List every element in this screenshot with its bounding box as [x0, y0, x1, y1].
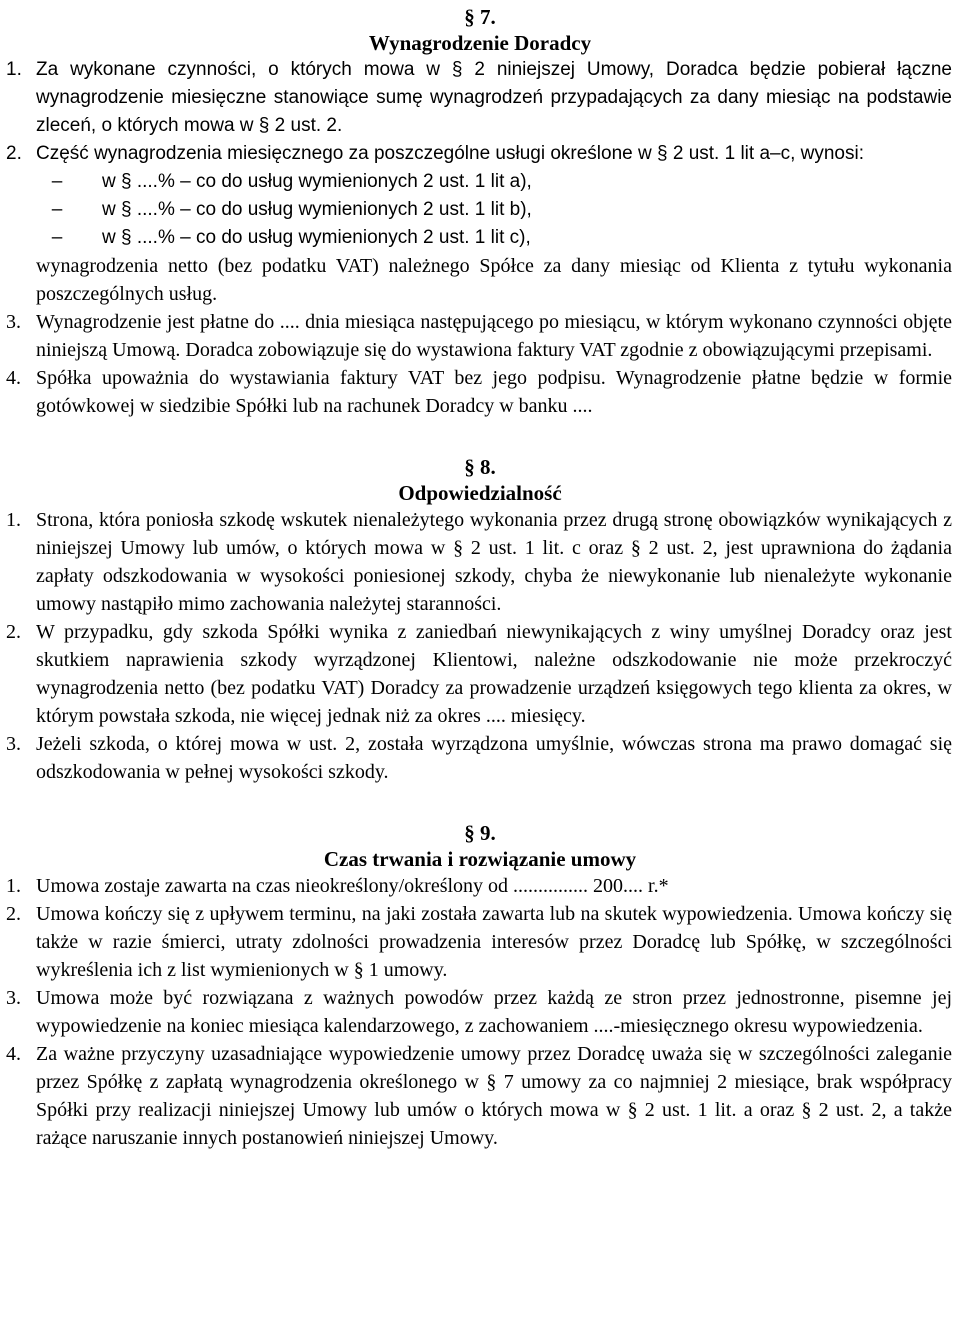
- s9-p1-text: Umowa zostaje zawarta na czas nieokreślony/określony od ............... 200.... r.*: [36, 875, 669, 897]
- section-7: [0, 0, 960, 420]
- s8-p2-number: 2.: [6, 621, 21, 643]
- s7-paragraph-4: [0, 364, 960, 420]
- s8-paragraph-1: [0, 506, 960, 618]
- s8-paragraph-2: [0, 618, 960, 730]
- section-9-title: Czas trwania i rozwiązanie umowy: [323, 847, 637, 871]
- s8-p1-text: Strona, która poniosła szkodę wskutek nienależytego wykonania przez drugą stronę obowiązków wynikających z niniejszej Umowy lub umów, o których mowa w § 2 ust. 1 lit. c oraz § 2 ust. 2, jest uprawniona do żądania zapłaty odszkodowania w wysokości poniesionej szkody, chyba że niewykonanie lub nienależyte wykonanie umowy nastąpiło mimo zachowania należytej staranności.: [36, 509, 952, 615]
- s9-p1-number: 1.: [6, 875, 21, 897]
- s7-p3-text: Wynagrodzenie jest płatne do .... dnia miesiąca następującego po miesiącu, w którym wykonano czynności objęte niniejszą Umową. Doradca zobowiązuje się do wystawiona faktury VAT zgodnie z obowiązującymi przepisami.: [36, 311, 952, 361]
- section-7-number: § 7.: [464, 5, 496, 29]
- s7-bullet-list: [0, 168, 960, 252]
- s9-p3-text: Umowa może być rozwiązana z ważnych powodów przez każdą ze stron przez jednostronne, pisemne jej wypowiedzenie na koniec miesiąca kalendarzowego, z zachowaniem ....-miesięcznego okresu wypowiedzenia.: [36, 987, 952, 1037]
- s7-p2-text: Część wynagrodzenia miesięcznego za poszczególne usługi określone w § 2 ust. 1 lit a–c, wynosi:: [36, 143, 864, 164]
- section-9: [0, 820, 960, 1152]
- s7-paragraph-1: [0, 56, 960, 140]
- s9-p3-number: 3.: [6, 987, 21, 1009]
- s8-p3-number: 3.: [6, 733, 21, 755]
- s7-p3-number: 3.: [6, 311, 21, 333]
- s7-p2-tail-text: wynagrodzenia netto (bez podatku VAT) należnego Spółce za dany miesiąc od Klienta z tytułu wykonania poszczególnych usług.: [36, 255, 952, 305]
- s9-paragraph-4: [0, 1040, 960, 1152]
- s7-p4-text: Spółka upoważnia do wystawiania faktury VAT bez jego podpisu. Wynagrodzenie płatne będzie w formie gotówkowej w siedzibie Spółki lub na rachunek Doradcy w banku ....: [36, 367, 952, 417]
- section-8-title: Odpowiedzialność: [398, 481, 562, 505]
- s7-paragraph-2-tail: [0, 252, 960, 308]
- s9-p4-text: Za ważne przyczyny uzasadniające wypowiedzenie umowy przez Doradcę uważa się w szczególności zaleganie przez Spółkę z zapłatą wynagrodzenia określonego w § 7 umowy za co najmniej 2 miesiące, brak współpracy Spółki przy realizacji niniejszej Umowy lub umów o których mowa w § 2 ust. 1 lit. a oraz § 2 ust. 2, a także rażące naruszanie innych postanowień niniejszej Umowy.: [36, 1043, 952, 1149]
- list-item: – w § ....% – co do usług wymienionych 2 ust. 1 lit b),: [51, 199, 532, 220]
- s7-p1-number: 1.: [6, 59, 22, 80]
- list-item: – w § ....% – co do usług wymienionych 2 ust. 1 lit a),: [51, 171, 532, 192]
- s9-paragraph-1: [0, 872, 960, 900]
- s8-p3-text: Jeżeli szkoda, o której mowa w ust. 2, została wyrządzona umyślnie, wówczas strona ma prawo domagać się odszkodowania w pełnej wysokości szkody.: [36, 733, 952, 783]
- s9-p2-number: 2.: [6, 903, 21, 925]
- s7-paragraph-3: [0, 308, 960, 364]
- s9-p4-number: 4.: [6, 1043, 21, 1065]
- s9-paragraph-3: [0, 984, 960, 1040]
- section-9-number: § 9.: [464, 821, 496, 845]
- s7-paragraph-2: [0, 140, 960, 168]
- list-item: – w § ....% – co do usług wymienionych 2 ust. 1 lit c),: [51, 227, 531, 248]
- s7-p4-number: 4.: [6, 367, 21, 389]
- section-7-title: Wynagrodzenie Doradcy: [368, 31, 592, 55]
- section-8-number: § 8.: [464, 455, 496, 479]
- s7-p1-text: Za wykonane czynności, o których mowa w § 2 niniejszej Umowy, Doradca będzie pobierał łączne wynagrodzenie miesięczne stanowiące sumę wynagrodzeń przypadających za dany miesiąc na podstawie zleceń, o których mowa w § 2 ust. 2.: [36, 59, 952, 136]
- s8-p2-text: W przypadku, gdy szkoda Spółki wynika z zaniedbań niewynikających z winy umyślnej Doradcy oraz jest skutkiem naprawienia szkody wyrządzonej Klientowi, należne odszkodowanie nie może przekroczyć wynagrodzenia netto (bez podatku VAT) Doradcy za prowadzenie urządzeń księgowych tego klienta za okres, w którym powstała szkoda, nie więcej jednak niż za okres .... miesięcy.: [36, 621, 952, 727]
- s9-paragraph-2: [0, 900, 960, 984]
- s8-paragraph-3: [0, 730, 960, 786]
- section-8: [0, 454, 960, 786]
- s7-p2-number: 2.: [6, 143, 22, 164]
- s9-p2-text: Umowa kończy się z upływem terminu, na jaki została zawarta lub na skutek wypowiedzenia. Umowa kończy się także w razie śmierci, utraty zdolności prowadzenia interesów przez Doradcę lub Spółkę, w szczególności wykreślenia ich z list wymienionych w § 1 umowy.: [36, 903, 952, 981]
- s8-p1-number: 1.: [6, 509, 21, 531]
